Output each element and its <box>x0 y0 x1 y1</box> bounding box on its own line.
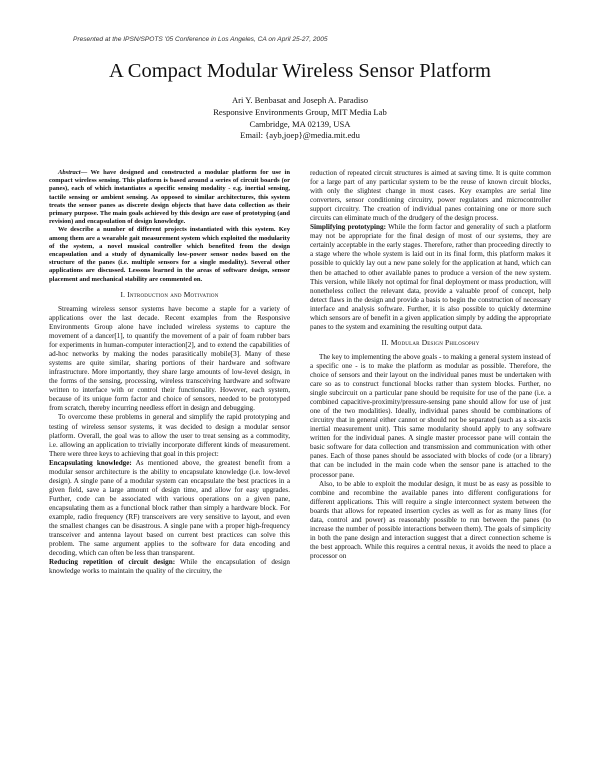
author-email: Email: {ayb,joep}@media.mit.edu <box>240 130 360 141</box>
paper-title: A Compact Modular Wireless Sensor Platform <box>109 60 491 82</box>
abstract-paragraph-1: Abstract— We have designed and constructed a modular platform for use in compact wireless sensing. This platform is based around a series of circuit boards (or panes), each of which instantiates a specific sensing modality - e.g. inertial sensing, tactile sensing or ambient sensing. As opposed to similar architectures, this system treats the sensor panes as discrete design objects that have data collection as their primary purpose. The main goals achieved by this design are ease of prototyping (and revision) and encapsulation of design knowledge. <box>49 169 290 226</box>
section-heading-intro: I. Introduction and Motivation <box>120 289 219 299</box>
author-affiliation: Responsive Environments Group, MIT Media Lab <box>213 106 387 117</box>
author-block <box>0 95 600 142</box>
simplifying-prototyping-paragraph: Simplifying prototyping: While the form factor and generality of such a platform may not be appropriate for the final design of most of our systems, they are certainly acceptable in the early stages. Therefore, rather than proceeding directly to a stage where the whole system is laid out in its final form, this platform makes it possible to quickly lay out a new pane solely for the application at hand, which can then be attached to other available panes to produce a version of the new system. This version, while likely not optimal for final deployment or mass production, will nonetheless collect the relevant data, provide a valuable proof of concept, help detect flaws in the design and provide a basis to begin the construction of necessary interface and analysis software. Further, it is also possible to quickly determine which sensors are of benefit in a given application simply by adding the appropriate panes to the system and examining the resulting output data. <box>310 223 551 331</box>
reducing-repetition-label: Reducing repetition of circuit design: <box>49 558 176 567</box>
encapsulating-knowledge-label: Encapsulating knowledge: <box>49 458 132 467</box>
intro-paragraph-1: Streaming wireless sensor systems have become a staple for a variety of applications over the last decade. Recent examples from the Responsive Environments Group alone have included wireless systems to capture the movement of a dancer[1], to quantify the movement of a pair of foam rubber bars for experiments in human-computer interaction[2], and to extend the capabilities of ad-hoc networks by making the nodes parasitically mobile[3]. Many of these systems are quite similar, sharing portions of their hardware and software infrastructure. More importantly, they share large amounts of low-level design, in the forms of the sensing, processing, wireless transceiving hardware and software written to interface with or control their functionality. However, each system, because of its unique form factor and choice of sensors, needed to be prototyped from scratch, thereby incurring needless effort in design and debugging. <box>49 304 290 413</box>
abstract <box>49 169 290 284</box>
intro-paragraph-2: To overcome these problems in general and simplify the rapid prototyping and testing of wireless sensor systems, it was decided to design a modular sensor platform. Overall, the goal was to allow the user to treat sensing as a commodity, i.e. allowing an application to trivially incorporate different kinds of measurement. There were three keys to achieving that goal in this project: <box>49 413 290 458</box>
abstract-paragraph-2: We describe a number of different projects instantiated with this system. Key among them are a wearable gait measurement system which exploited the modularity of the system, a novel musical controller which benefited from the design encapsulation and a study of dynamically low-power sensor nodes based on the structure of the panes (i.e. multiple sensors for a single modality). Several other applications are discussed. Lessons learned in the areas of software design, sensor placement and mechanical stability are commented on. <box>49 226 290 283</box>
conference-note: Presented at the IPSN/SPOTS '05 Conference in Los Angeles, CA on April 25-27, 2005 <box>73 36 328 43</box>
right-column <box>310 169 551 561</box>
reducing-repetition-paragraph: Reducing repetition of circuit design: While the encapsulation of design knowledge works to maintain the quality of the circuitry, the <box>49 558 290 576</box>
author-city: Cambridge, MA 02139, USA <box>249 118 351 129</box>
section-heading-modular-design: II. Modular Design Philosophy <box>381 337 480 347</box>
modular-paragraph-1: The key to implementing the above goals - to making a general system instead of a specific one - is to make the platform as modular as possible. Therefore, the choice of sensors and their layout on the individual panes must be undertaken with care so as to construct functional blocks rather than system blocks. Further, no single subcircuit on a particular pane should be requisite for use of the pane (i.e. a combined capacitive-proximity/pressure-sensing pane should allow for use of just one of the two modalities). Ideally, individual panes should be combinations of circuitry that in general either cannot or should not be separated (such as a six-axis inertial measurement unit). This same modularity should apply to any software written for the individual panes. A single master processor pane will contain the basic software for data collection and transmission and communication with other panes. Each of those panes should be associated with blocks of code (or a library) that can be included in the main code when the sensor pane is attached to the processor pane. <box>310 352 552 479</box>
reduction-paragraph: reduction of repeated circuit structures is aimed at saving time. It is quite common for a large part of any particular system to be the reuse of known circuit blocks, with only the slightest change in most cases. Key examples are serial line converters, sensor conditioning circuitry, power regulators and microcontroller support circuitry. The creation of individual panes containing one or more such circuits can eliminate much of the drudgery of the design process. <box>310 169 551 223</box>
encapsulating-knowledge-paragraph: Encapsulating knowledge: As mentioned above, the greatest benefit from a modular sensor architecture is the ability to encapsulate knowledge (i.e. low-level design). A single pane of a modular system can encapsulate the best practices in a given field, save a large amount of design time, and allow for easy upgrades. Further, code can be associated with various operations on a given pane, encapsulating them as a functional block rather than simply a hardware block. For example, radio frequency (RF) transceivers are very sensitive to layout, and even the smallest changes can be disastrous. A single pane with a proper high-frequency transceiver and antenna layout based on current best practices can solve this problem. The same argument applies to the software for data encoding and decoding, which can often be less than transparent. <box>49 458 290 558</box>
left-column <box>49 169 290 576</box>
simplifying-prototyping-label: Simplifying prototyping: <box>310 223 386 232</box>
modular-paragraph-2: Also, to be able to exploit the modular design, it must be as easy as possible to combine and recombine the available panes into different configurations for different applications. This will require a single interconnect system between the boards that allows for repeated insertion cycles as well as for as many lines (for data, control and power) as reasonably possible to run between the panes (to increase the number of possible interactions between them). The goals of simplicity in both the pane design and interaction suggest that a direct connection scheme is the best approach. While this requires a central nexus, it avoids the need to place a processor on <box>310 479 551 560</box>
author-names: Ari Y. Benbasat and Joseph A. Paradiso <box>231 95 369 105</box>
abstract-label: Abstract <box>58 169 81 176</box>
